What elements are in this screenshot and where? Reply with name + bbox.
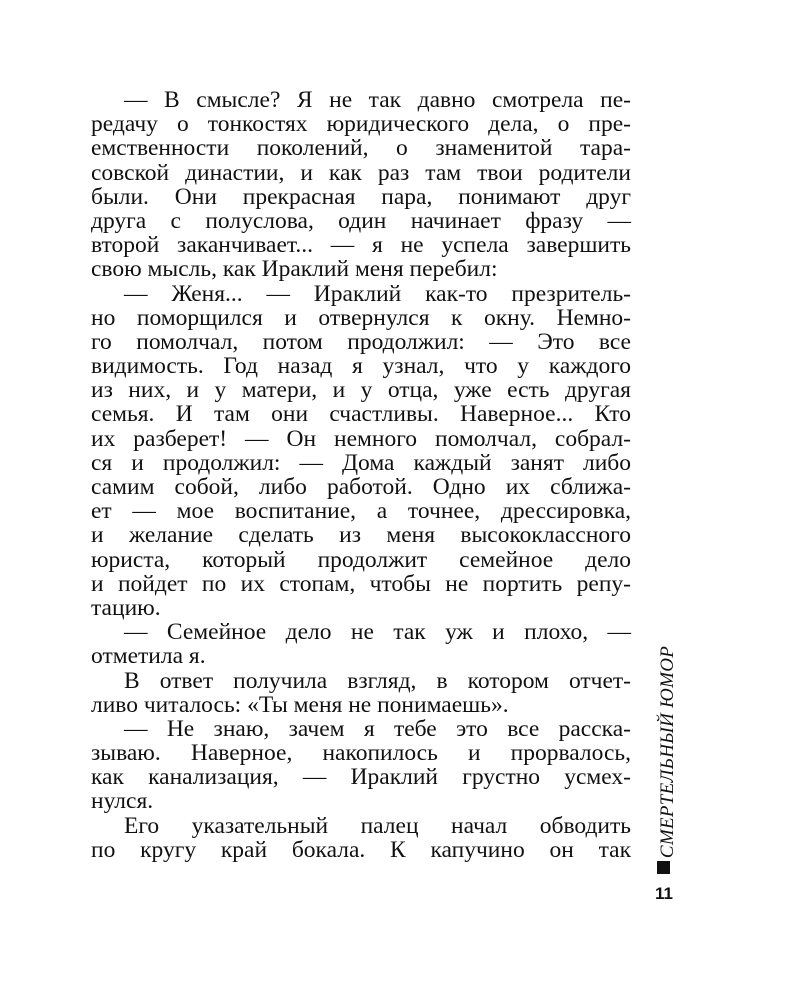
text-line: второй заканчивает... — я не успела завершить [91,232,631,259]
text-line: юриста, который продолжит семейное дело [91,546,631,573]
text-line: совской династии, и как раз там твои родители [91,159,631,186]
text-line: зываю. Наверное, накопилось и прорвалось, [91,740,631,767]
text-line: самим собой, либо работой. Одно их сближа- [91,474,631,500]
text-line: ся и продолжил: — Дома каждый занят либо [91,449,631,476]
text-line: видимость. Год назад я узнал, что у каждого [91,353,631,380]
text-line: как канализация, — Ираклий грустно усмех- [91,764,631,791]
text-line: из них, и у матери, и у отца, уже есть другая [91,377,631,404]
text-line: — Семейное дело не так уж и плохо, — [124,619,631,646]
text-line: и пойдет по их стопам, чтобы не портить репу- [91,570,631,597]
text-line: — Не знаю, зачем я тебе это все расска- [124,715,631,742]
text-line: Его указательный палец начал обводить [124,812,631,839]
text-line: их разберет! — Он немного помолчал, собрал- [91,425,631,452]
text-line: — Женя... — Ираклий как-то презритель- [124,280,631,307]
running-head [648,645,688,859]
text-line: ливо читалось: «Ты меня не понимаешь». [91,691,509,718]
page-number: 11 [655,884,673,903]
text-line: нулся. [91,788,154,815]
text-line: свою мысль, как Ираклий меня перебил: [91,256,498,283]
text-line: редачу о тонкостях юридического дела, о пре- [91,111,631,138]
text-line: емственности поколений, о знаменитой тара- [91,135,631,162]
text-line: го помолчал, потом продолжил: — Это все [91,328,631,355]
text-line: были. Они прекрасная пара, понимают друг [91,183,631,210]
text-line: по кругу край бокала. К капучино он так [91,836,631,863]
text-line: В ответ получила взгляд, в котором отчет- [124,667,631,694]
text-line: но поморщился и отвернулся к окну. Немно- [91,304,631,331]
text-line: — В смысле? Я не так давно смотрела пе- [124,87,631,113]
text-line: тацию. [91,594,161,621]
text-line: ет — мое воспитание, а точнее, дрессировка, [91,498,631,525]
text-line: и желание сделать из меня высококлассного [91,522,631,549]
page-marker-square [657,861,670,874]
text-line: отметила я. [91,643,206,670]
body-text [91,88,631,862]
running-head-label: СМЕРТЕЛЬНЫЙ ЮМОР [657,645,679,859]
text-line: семья. И там они счастливы. Наверное... Кто [91,401,631,428]
text-line: друга с полуслова, один начинает фразу — [91,207,631,234]
